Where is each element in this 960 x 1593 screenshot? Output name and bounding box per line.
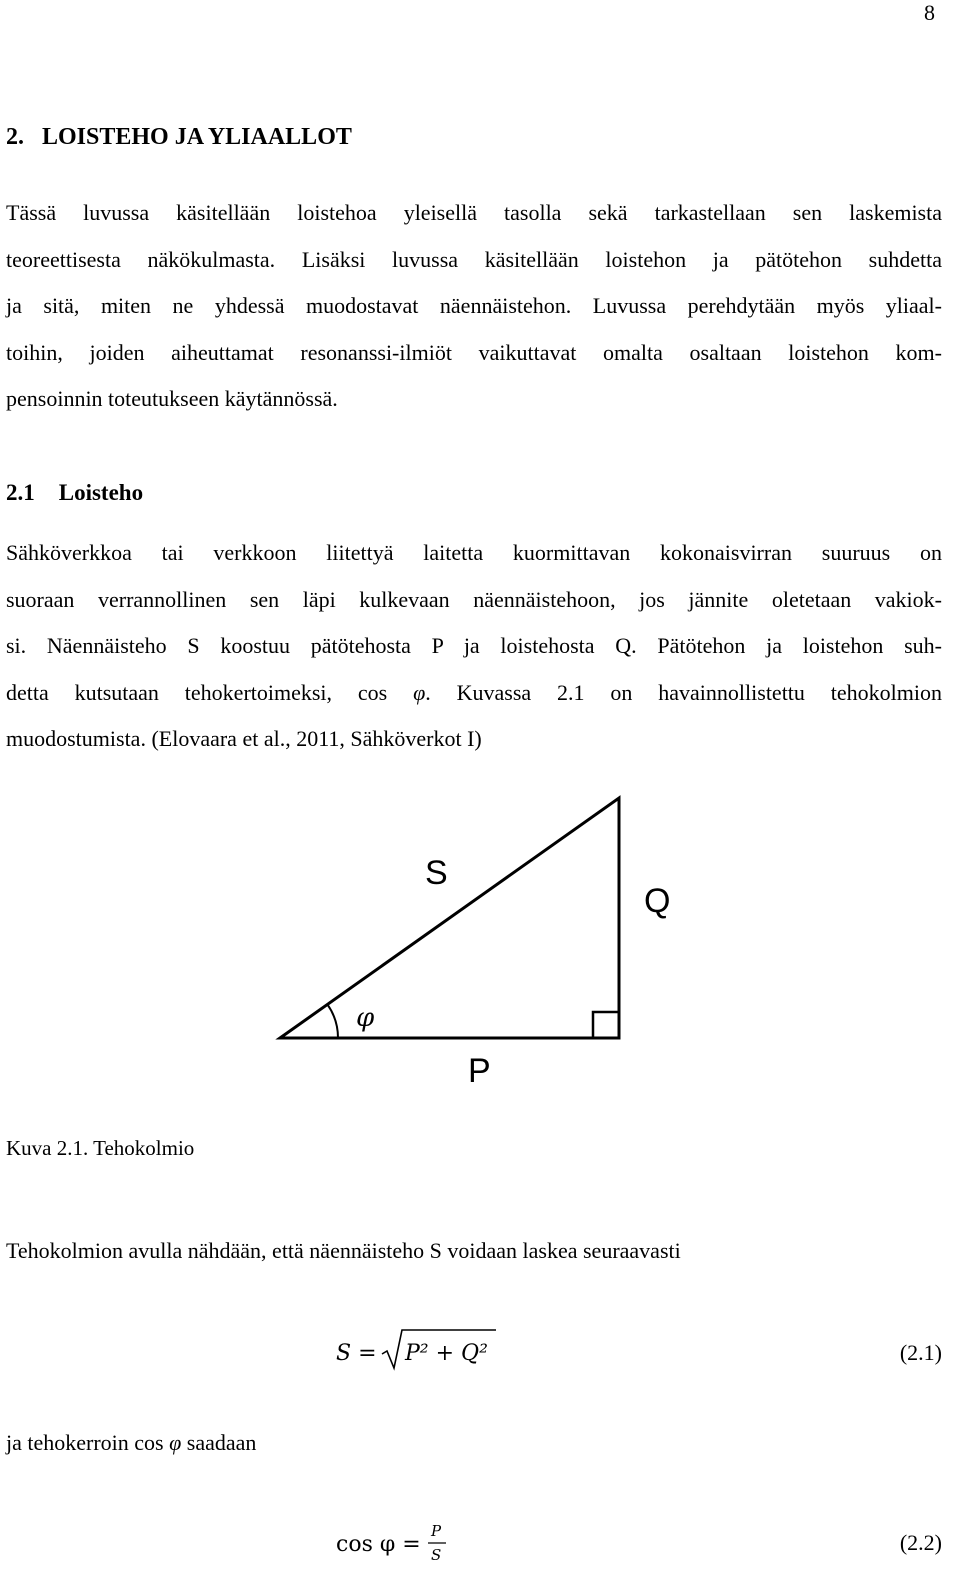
equation-2-1-formula	[0, 1324, 960, 1374]
equation-2-2	[0, 1516, 960, 1566]
page-number: 8	[924, 0, 935, 25]
paragraph-line	[6, 670, 942, 717]
label-phi: φ	[356, 1003, 375, 1033]
angle-arc	[328, 1005, 339, 1038]
eq2-denominator: S	[431, 1546, 442, 1564]
phi-symbol: φ	[413, 679, 426, 705]
section-title: LOISTEHO JA YLIAALLOT	[42, 124, 352, 150]
paragraph-line: si. Näennäisteho S koostuu pätötehosta P ja loistehosta Q. Pätötehon ja loistehon suh-	[6, 633, 942, 658]
subsection-heading	[6, 480, 143, 506]
right-angle-marker	[593, 1012, 619, 1038]
subsection-title: Loisteho	[58, 480, 144, 505]
text-between-equations	[6, 1430, 256, 1456]
intro-paragraph	[6, 190, 942, 423]
intro-line: toihin, joiden aiheuttamat resonanssi-ilmiöt vaikuttavat omalta osaltaan loistehon kom-	[6, 339, 942, 365]
text-part: saadaan	[181, 1430, 257, 1455]
label-s: S	[425, 854, 448, 892]
paragraph-line: muodostumista. (Elovaara et al., 2011, Sähköverkot I)	[6, 726, 482, 751]
eq1-radicand: P² + Q²	[405, 1341, 488, 1366]
eq2-numerator: P	[431, 1522, 442, 1540]
equation-2-1	[0, 1324, 960, 1374]
paragraph-line: Sähköverkkoa tai verkkoon liitettyä laitetta kuormittavan kokonaisvirran suuruus on	[6, 540, 942, 565]
line-text: . Kuvassa 2.1 on havainnollistettu tehokolmion	[425, 679, 942, 705]
triangle-outline	[280, 798, 619, 1038]
phi-symbol: φ	[169, 1430, 182, 1455]
label-q: Q	[644, 882, 671, 920]
equation-number: (2.2)	[899, 1530, 942, 1555]
text-after-figure: Tehokolmion avulla nähdään, että näennäisteho S voidaan laskea seuraavasti	[6, 1238, 681, 1263]
line-text: detta kutsutaan tehokertoimeksi, cos	[6, 679, 414, 705]
intro-line: ja sitä, miten ne yhdessä muodostavat näennäistehon. Luvussa perehdytään myös yliaal-	[6, 293, 942, 318]
eq2-lhs: cos φ =	[336, 1532, 421, 1557]
section-number: 2.	[6, 124, 24, 150]
intro-line: teoreettisesta näkökulmasta. Lisäksi luvussa käsitellään loistehon ja pätötehon suhdetta	[6, 246, 942, 272]
paragraph-line: suoraan verrannollinen sen läpi kulkevaan näennäistehoon, jos jännite oletetaan vakiok-	[6, 586, 942, 612]
text-part: ja tehokerroin cos	[6, 1430, 170, 1455]
eq1-lhs: S =	[336, 1341, 377, 1366]
subsection-number: 2.1	[6, 480, 35, 505]
loisteho-paragraph	[6, 530, 942, 763]
equation-2-2-formula	[0, 1516, 960, 1566]
figure-caption: Kuva 2.1. Tehokolmio	[6, 1136, 195, 1160]
equation-number: (2.1)	[899, 1340, 942, 1365]
power-triangle-figure	[270, 790, 690, 1090]
section-heading	[6, 124, 352, 151]
intro-line: Tässä luvussa käsitellään loistehoa yleisellä tasolla sekä tarkastellaan sen laskemista	[6, 200, 942, 225]
intro-line: pensoinnin toteutukseen käytännössä.	[6, 386, 338, 411]
label-p: P	[468, 1052, 491, 1090]
